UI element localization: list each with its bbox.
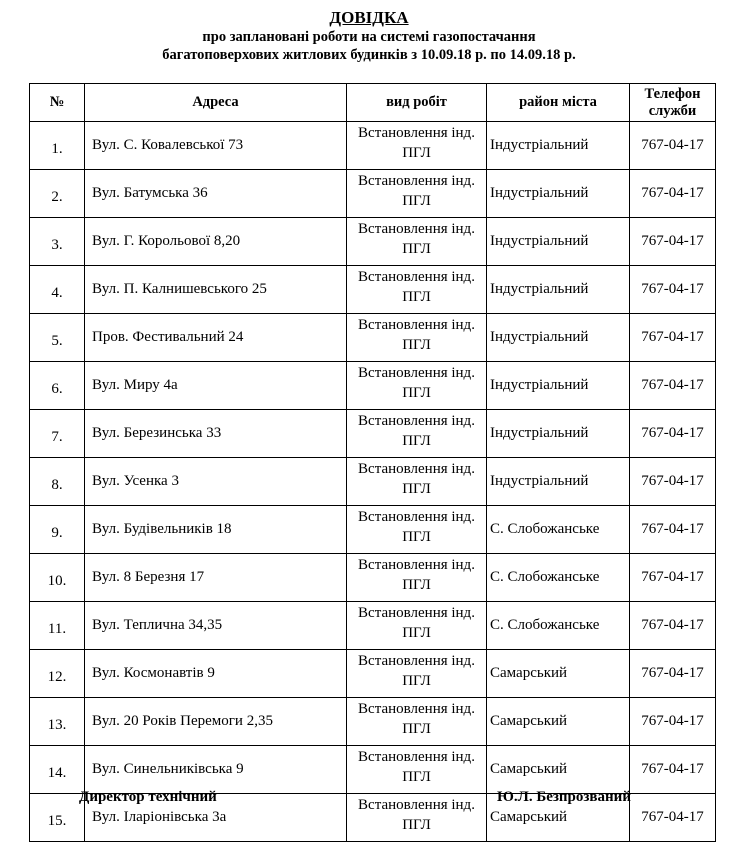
cell-num: 10. (30, 554, 85, 602)
cell-work (347, 794, 487, 842)
cell-district: Самарський (487, 794, 630, 842)
table-row (30, 122, 716, 170)
cell-district: Індустріальний (487, 410, 630, 458)
cell-district: Індустріальний (487, 122, 630, 170)
cell-work (347, 698, 487, 746)
cell-num: 12. (30, 650, 85, 698)
cell-district: Самарський (487, 746, 630, 794)
cell-work-line2: ПГЛ (402, 433, 431, 449)
cell-phone: 767-04-17 (630, 122, 716, 170)
table-row (30, 266, 716, 314)
table-row (30, 506, 716, 554)
table-row (30, 410, 716, 458)
cell-num: 13. (30, 698, 85, 746)
cell-address: Вул. Космонавтів 9 (85, 650, 347, 698)
cell-district: С. Слобожанське (487, 506, 630, 554)
cell-work-line2: ПГЛ (402, 625, 431, 641)
cell-work-line2: ПГЛ (402, 673, 431, 689)
col-header-phone (630, 84, 716, 122)
cell-work-line1: Встановлення інд. (358, 749, 475, 765)
cell-work-line2: ПГЛ (402, 385, 431, 401)
cell-address: Вул. С. Ковалевської 73 (85, 122, 347, 170)
cell-num: 9. (30, 506, 85, 554)
cell-phone: 767-04-17 (630, 218, 716, 266)
table-row (30, 458, 716, 506)
cell-phone: 767-04-17 (630, 554, 716, 602)
cell-work-line1: Встановлення інд. (358, 701, 475, 717)
cell-work (347, 266, 487, 314)
cell-work-line2: ПГЛ (402, 481, 431, 497)
cell-work-line1: Встановлення інд. (358, 413, 475, 429)
cell-district: Індустріальний (487, 314, 630, 362)
cell-num: 7. (30, 410, 85, 458)
cell-work (347, 410, 487, 458)
cell-num: 4. (30, 266, 85, 314)
cell-district: Індустріальний (487, 266, 630, 314)
cell-num: 6. (30, 362, 85, 410)
cell-work-line1: Встановлення інд. (358, 797, 475, 813)
table-row (30, 746, 716, 794)
cell-num: 15. (30, 794, 85, 842)
document-subtitle-line2: багатоповерхових житлових будинків з 10.09.18 р. по 14.09.18 р. (162, 47, 576, 63)
col-header-work: вид робіт (347, 84, 487, 122)
cell-address: Пров. Фестивальний 24 (85, 314, 347, 362)
cell-num: 5. (30, 314, 85, 362)
cell-address: Вул. Березинська 33 (85, 410, 347, 458)
cell-work-line2: ПГЛ (402, 769, 431, 785)
cell-work-line1: Встановлення інд. (358, 557, 475, 573)
cell-phone: 767-04-17 (630, 794, 716, 842)
table-row (30, 218, 716, 266)
col-header-num: № (30, 84, 85, 122)
cell-work (347, 170, 487, 218)
footer-position: Директор технічний (79, 789, 217, 805)
cell-work-line1: Встановлення інд. (358, 365, 475, 381)
works-table (29, 83, 716, 842)
cell-work-line1: Встановлення інд. (358, 221, 475, 237)
cell-phone: 767-04-17 (630, 266, 716, 314)
cell-district: Індустріальний (487, 362, 630, 410)
table-row (30, 698, 716, 746)
cell-work (347, 650, 487, 698)
cell-address: Вул. П. Калнишевського 25 (85, 266, 347, 314)
cell-work-line1: Встановлення інд. (358, 269, 475, 285)
cell-phone: 767-04-17 (630, 458, 716, 506)
cell-address: Вул. 8 Березня 17 (85, 554, 347, 602)
cell-num: 2. (30, 170, 85, 218)
cell-work-line1: Встановлення інд. (358, 125, 475, 141)
cell-work-line2: ПГЛ (402, 721, 431, 737)
cell-address: Вул. Миру 4а (85, 362, 347, 410)
cell-work (347, 458, 487, 506)
document-title: ДОВІДКА (329, 8, 409, 27)
cell-num: 3. (30, 218, 85, 266)
cell-phone: 767-04-17 (630, 650, 716, 698)
cell-district: Самарський (487, 698, 630, 746)
cell-address: Вул. 20 Років Перемоги 2,35 (85, 698, 347, 746)
cell-work-line2: ПГЛ (402, 193, 431, 209)
cell-work-line1: Встановлення інд. (358, 605, 475, 621)
cell-work-line2: ПГЛ (402, 337, 431, 353)
cell-work-line2: ПГЛ (402, 577, 431, 593)
cell-phone: 767-04-17 (630, 170, 716, 218)
cell-work (347, 602, 487, 650)
cell-district: Самарський (487, 650, 630, 698)
table-row (30, 314, 716, 362)
col-header-district: район міста (487, 84, 630, 122)
cell-phone: 767-04-17 (630, 698, 716, 746)
cell-address: Вул. Будівельників 18 (85, 506, 347, 554)
cell-phone: 767-04-17 (630, 410, 716, 458)
table-row (30, 362, 716, 410)
cell-work (347, 554, 487, 602)
footer-signatory: Ю.Л. Безпрозваний (497, 789, 631, 805)
cell-work-line1: Встановлення інд. (358, 173, 475, 189)
col-header-phone-line1: Телефон (644, 85, 701, 102)
cell-address: Вул. Синельниківська 9 (85, 746, 347, 794)
cell-address: Вул. Усенка 3 (85, 458, 347, 506)
cell-work-line2: ПГЛ (402, 817, 431, 833)
cell-address: Вул. Батумська 36 (85, 170, 347, 218)
cell-work-line1: Встановлення інд. (358, 317, 475, 333)
cell-num: 11. (30, 602, 85, 650)
cell-work (347, 506, 487, 554)
cell-district: Індустріальний (487, 458, 630, 506)
cell-district: Індустріальний (487, 218, 630, 266)
cell-work-line2: ПГЛ (402, 241, 431, 257)
cell-work-line1: Встановлення інд. (358, 461, 475, 477)
cell-address: Вул. Іларіонівська 3а (85, 794, 347, 842)
table-row (30, 650, 716, 698)
cell-work (347, 218, 487, 266)
cell-work (347, 122, 487, 170)
cell-num: 14. (30, 746, 85, 794)
table-header-row (30, 84, 716, 122)
cell-address: Вул. Теплична 34,35 (85, 602, 347, 650)
cell-work-line2: ПГЛ (402, 145, 431, 161)
cell-work-line1: Встановлення інд. (358, 509, 475, 525)
cell-work (347, 746, 487, 794)
cell-work-line1: Встановлення інд. (358, 653, 475, 669)
document-subtitle-line1: про заплановані роботи на системі газопостачання (202, 29, 536, 45)
cell-work-line2: ПГЛ (402, 529, 431, 545)
cell-phone: 767-04-17 (630, 746, 716, 794)
table-row (30, 170, 716, 218)
cell-phone: 767-04-17 (630, 362, 716, 410)
cell-num: 1. (30, 122, 85, 170)
cell-address: Вул. Г. Корольової 8,20 (85, 218, 347, 266)
cell-work (347, 362, 487, 410)
cell-district: С. Слобожанське (487, 554, 630, 602)
col-header-address: Адреса (85, 84, 347, 122)
cell-num: 8. (30, 458, 85, 506)
cell-district: Індустріальний (487, 170, 630, 218)
cell-phone: 767-04-17 (630, 506, 716, 554)
cell-phone: 767-04-17 (630, 314, 716, 362)
cell-work-line2: ПГЛ (402, 289, 431, 305)
cell-phone: 767-04-17 (630, 602, 716, 650)
table-row (30, 602, 716, 650)
col-header-phone-line2: служби (648, 102, 697, 119)
cell-district: С. Слобожанське (487, 602, 630, 650)
cell-work (347, 314, 487, 362)
table-row (30, 554, 716, 602)
